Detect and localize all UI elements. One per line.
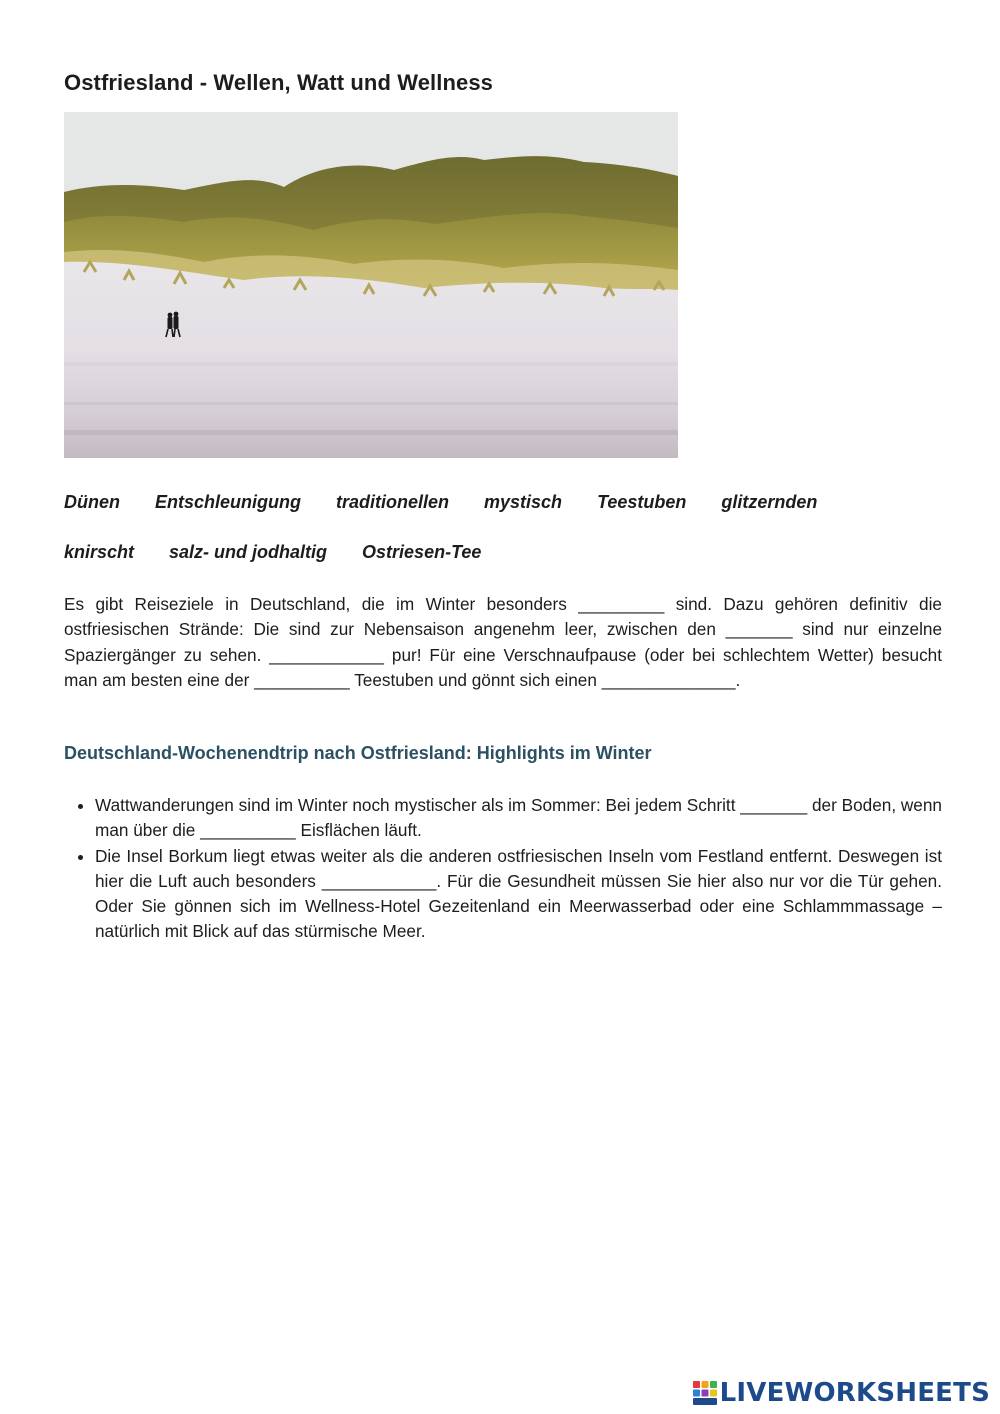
intro-text: Es gibt Reiseziele in Deutschland, die im Winter besonders <box>64 594 567 614</box>
intro-text: sind nur einzelne Spaziergänger zu sehen. <box>64 619 943 665</box>
bullet-text: Die Insel Borkum liegt etwas weiter als die anderen ostfriesischen Inseln vom Festland entfernt. Deswegen ist hier die Luft auch besonders <box>95 845 942 891</box>
word-bank-item: Ostriesen-Tee <box>362 542 482 562</box>
liveworksheets-cube-icon <box>692 1380 718 1406</box>
gap-blank-6[interactable]: _______ <box>740 795 808 815</box>
intro-text: pur! Für eine Verschnaufpause (oder bei schlechtem Wetter) besucht man am besten eine der <box>64 644 943 690</box>
gap-blank-8[interactable]: ____________ <box>321 870 437 891</box>
gap-blank-7[interactable]: __________ <box>200 820 296 841</box>
bullet-text: der Boden, wenn man über die <box>95 795 942 841</box>
word-bank-item: knirscht <box>64 542 135 562</box>
bullet-text: Wattwanderungen sind im Winter noch mystischer als im Sommer: Bei jedem Schritt <box>95 795 736 815</box>
list-item <box>95 844 942 945</box>
section-heading: Deutschland-Wochenendtrip nach Ostfriesland: Highlights im Winter <box>64 743 652 763</box>
word-bank-item: Teestuben <box>597 492 687 512</box>
intro-paragraph <box>64 592 942 693</box>
word-bank-item: traditionellen <box>336 492 450 512</box>
intro-text: sind. Dazu gehören definitiv die ostfriesischen Strände: Die sind zur Nebensaison angenehm leer, zwischen den <box>64 594 942 640</box>
intro-text: . <box>735 669 741 690</box>
highlights-list <box>64 793 942 945</box>
intro-text: Teestuben und gönnt sich einen <box>354 669 597 690</box>
gap-blank-2[interactable]: _______ <box>725 619 793 640</box>
liveworksheets-wordmark: LIVEWORKSHEETS <box>719 1378 990 1408</box>
word-bank-item: Entschleunigung <box>155 492 301 512</box>
liveworksheets-logo[interactable] <box>692 1378 990 1408</box>
word-bank-item: salz- und jodhaltig <box>169 542 328 562</box>
dune-beach-photo <box>64 112 678 458</box>
word-bank-row-1 <box>64 492 934 513</box>
word-bank-row-2 <box>64 542 934 563</box>
bullet-text: . Für die Gesundheit müssen Sie hier also nur vor die Tür gehen. Oder Sie gönnen sich im Wellness-Hotel Gezeitenland ein Meerwasserbad oder eine Schlammmassage – natürlich mit Blick auf das stürmische Meer. <box>95 870 942 942</box>
word-bank-item: Dünen <box>64 492 120 512</box>
gap-blank-5[interactable]: ______________ <box>601 669 736 690</box>
list-item <box>95 793 942 844</box>
word-bank-item: mystisch <box>484 492 563 512</box>
page-title: Ostfriesland - Wellen, Watt und Wellness <box>64 70 493 95</box>
gap-blank-4[interactable]: __________ <box>254 669 350 690</box>
word-bank-item: glitzernden <box>721 492 818 512</box>
bullet-text: Eisflächen läuft. <box>300 820 422 841</box>
gap-blank-1[interactable]: _________ <box>578 594 665 614</box>
gap-blank-3[interactable]: ____________ <box>269 644 384 665</box>
